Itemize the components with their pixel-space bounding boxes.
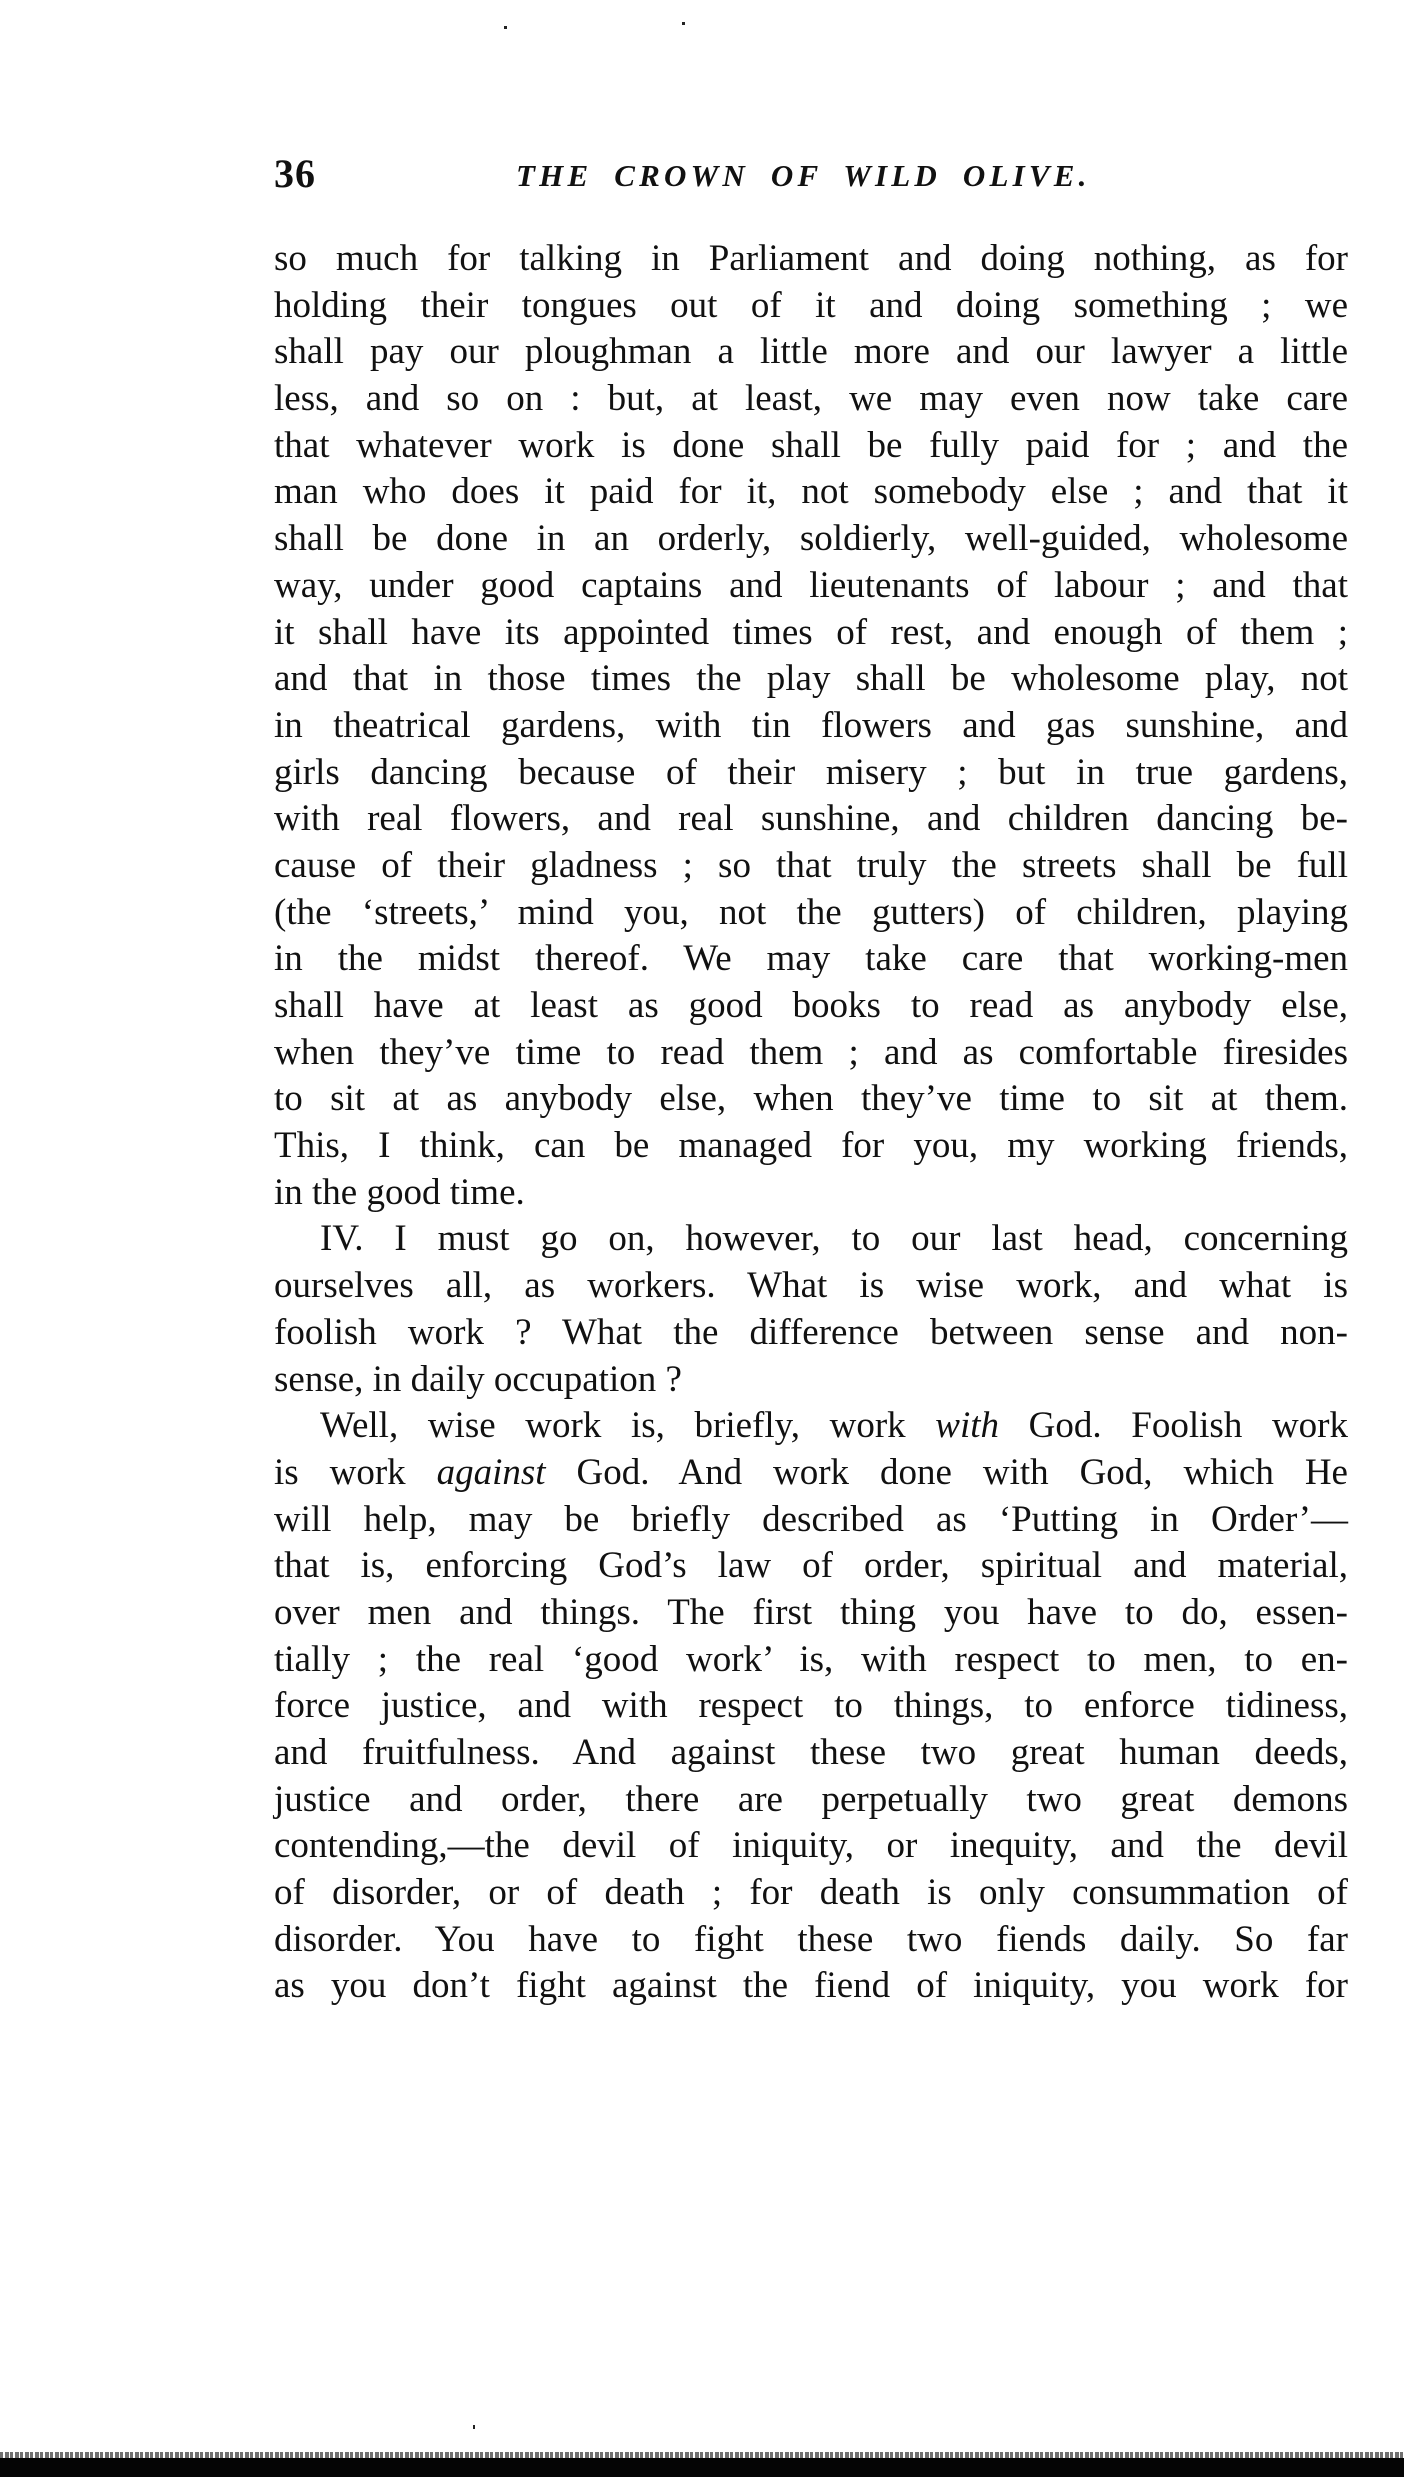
text-line: (the ‘streets,’ mind you, not the gutters) of children, playing	[274, 891, 1348, 933]
scan-speck	[682, 22, 685, 25]
text-line: in the good time.	[274, 1171, 525, 1213]
text-line: of disorder, or of death ; for death is only consummation of	[274, 1872, 1348, 1914]
text-line: shall have at least as good books to read as anybody else,	[274, 985, 1348, 1026]
text-line: with real flowers, and real sunshine, and children dancing be-	[274, 798, 1348, 840]
text-line: over men and things. The first thing you have to do, essen-	[274, 1591, 1348, 1633]
text-line: foolish work ? What the difference between sense and non-	[274, 1311, 1348, 1353]
emphasis-text: against	[436, 1451, 546, 1493]
emphasis-text: with	[935, 1405, 1000, 1447]
scan-speck	[473, 2425, 475, 2429]
scan-speck	[504, 26, 507, 29]
body-text	[274, 236, 1348, 2010]
text-line: in the midst thereof. We may take care that working-men	[274, 938, 1348, 980]
text-line	[274, 1450, 1348, 1497]
text-line: This, I think, can be managed for you, my working friends,	[274, 1125, 1348, 1167]
text-line: that whatever work is done shall be fully paid for ; and the	[274, 424, 1348, 466]
text-line: shall be done in an orderly, soldierly, well-guided, wholesome	[274, 518, 1348, 560]
text-line: that is, enforcing God’s law of order, spiritual and material,	[274, 1545, 1348, 1587]
text-line: shall pay our ploughman a little more and our lawyer a little	[274, 331, 1348, 373]
text-line: justice and order, there are perpetually two great demons	[274, 1778, 1348, 1820]
text-segment: God. And work done with God, which He	[545, 1451, 1348, 1493]
text-line: to sit at as anybody else, when they’ve time to sit at them.	[274, 1078, 1348, 1120]
text-segment: is work	[274, 1451, 437, 1493]
text-line	[274, 1403, 1348, 1450]
scan-border	[0, 2458, 1404, 2477]
text-line: contending,—the devil of iniquity, or inequity, and the devil	[274, 1825, 1348, 1867]
text-line: it shall have its appointed times of rest, and enough of them ;	[274, 611, 1348, 653]
text-line: cause of their gladness ; so that truly the streets shall be full	[274, 844, 1348, 886]
text-line: and fruitfulness. And against these two great human deeds,	[274, 1732, 1348, 1773]
text-line: IV. I must go on, however, to our last head, concerning	[320, 1218, 1348, 1260]
text-line: as you don’t fight against the fiend of iniquity, you work for	[274, 1965, 1348, 2007]
page-number: 36	[274, 151, 316, 196]
text-segment: God. Foolish work	[999, 1405, 1348, 1447]
text-line: holding their tongues out of it and doing something ; we	[274, 284, 1348, 326]
text-line: girls dancing because of their misery ; but in true gardens,	[274, 751, 1348, 793]
text-line: force justice, and with respect to things, to enforce tidiness,	[274, 1685, 1348, 1727]
running-head: THE CROWN OF WILD OLIVE.	[516, 158, 1091, 193]
text-line: ourselves all, as workers. What is wise work, and what is	[274, 1265, 1348, 1307]
text-line: and that in those times the play shall be wholesome play, not	[274, 658, 1348, 700]
text-line: less, and so on : but, at least, we may even now take care	[274, 378, 1348, 420]
text-line: in theatrical gardens, with tin flowers and gas sunshine, and	[274, 704, 1348, 746]
text-line: sense, in daily occupation ?	[274, 1358, 682, 1400]
text-line: when they’ve time to read them ; and as comfortable firesides	[274, 1031, 1348, 1073]
text-line: tially ; the real ‘good work’ is, with respect to men, to en-	[274, 1638, 1348, 1680]
text-line: so much for talking in Parliament and doing nothing, as for	[274, 238, 1348, 279]
text-segment: Well, wise work is, briefly, work	[320, 1405, 936, 1447]
text-line: man who does it paid for it, not somebody else ; and that it	[274, 471, 1348, 513]
text-line: disorder. You have to fight these two fiends daily. So far	[274, 1918, 1348, 1960]
text-line: way, under good captains and lieutenants of labour ; and that	[274, 564, 1348, 606]
text-line: will help, may be briefly described as ‘Putting in Order’—	[274, 1498, 1348, 1540]
